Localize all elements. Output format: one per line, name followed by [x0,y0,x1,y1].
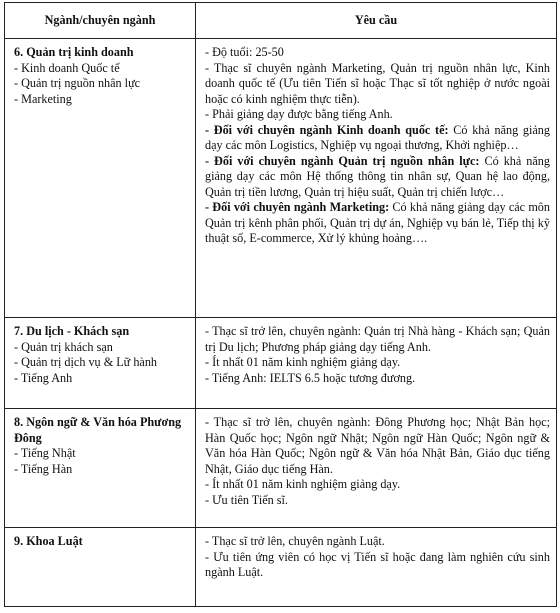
requirement: - Thạc sĩ chuyên ngành Marketing, Quản trị nguồn nhân lực, Kinh doanh quốc tế (Ưu tiên Tiến sĩ hoặc Thạc sĩ tốt nghiệp ở nước ngoài hoặc có kinh nghiệm thực tiễn). [205,60,550,106]
table-row [5,318,557,409]
major-cell [5,528,196,607]
major-cell [5,39,196,318]
requirements-cell [196,409,557,528]
header-requirements: Yêu cầu [196,3,557,39]
specialization: - Tiếng Hàn [14,461,73,476]
specialization: - Kinh doanh Quốc tế [14,60,120,75]
requirements-cell [196,318,557,409]
requirement: - Đối với chuyên ngành Kinh doanh quốc tế: Có khả năng giảng dạy các môn Logistics, Nghiệp vụ ngoại thương, Khởi nghiệp… [205,122,550,152]
requirements-cell [196,39,557,318]
table-row [5,528,557,607]
requirements-cell [196,528,557,607]
requirement: - Độ tuổi: 25-50 [205,45,284,59]
major-title: 8. Ngôn ngữ & Văn hóa Phương Đông [14,415,182,445]
header-major: Ngành/chuyên ngành [5,3,196,39]
major-title: 9. Khoa Luật [14,534,83,548]
requirement: - Đối với chuyên ngành Quản trị nguồn nhân lực: Có khả năng giảng dạy các môn Hệ thống thông tin nhân sự, Quan hệ lao động, Quản trị tiền lương, Quản trị hiệu suất, Quản trị chiến lược… [205,153,550,199]
major-title: 6. Quản trị kinh doanh [14,45,134,59]
table-header-row [5,3,557,39]
specialization: - Tiếng Nhật [14,446,76,460]
specialization: - Quản trị nguồn nhân lực [14,76,141,90]
specialization: - Marketing [14,91,72,106]
requirement: - Ưu tiên ứng viên có học vị Tiến sĩ hoặc đang làm nghiên cứu sinh ngành Luật. [205,549,550,579]
requirement: - Tiếng Anh: IELTS 6.5 hoặc tương đương. [205,370,416,385]
specialization: - Quản trị khách sạn [14,339,113,354]
requirement: - Đối với chuyên ngành Marketing: Có khả năng giảng dạy các môn Quản trị kênh phân phối, Quản trị dự án, Nghiệp vụ bán lẻ, Tiếp thị kỹ thuật số, E-commerce, Xử lý khủng hoảng…. [205,200,550,245]
requirement: - Phải giảng dạy được bằng tiếng Anh. [205,107,393,121]
requirement: - Thạc sĩ trở lên, chuyên ngành Luật. [205,534,385,548]
requirement: - Thạc sĩ trở lên, chuyên ngành: Quản trị Nhà hàng - Khách sạn; Quản trị Du lịch; Phương pháp giảng dạy tiếng Anh. [205,324,550,354]
requirement: - Ít nhất 01 năm kinh nghiệm giảng dạy. [205,477,401,491]
major-cell [5,318,196,409]
specialization: - Quản trị dịch vụ & Lữ hành [14,355,158,369]
specialization: - Tiếng Anh [14,370,73,385]
table-row [5,39,557,318]
requirement: - Ít nhất 01 năm kinh nghiệm giảng dạy. [205,355,401,369]
table-row [5,409,557,528]
requirement: - Thạc sĩ trở lên, chuyên ngành: Đông Phương học; Nhật Bản học; Hàn Quốc học; Ngôn ngữ Nhật; Ngôn ngữ Hàn Quốc; Ngôn ngữ & Văn hóa Hàn Quốc; Ngôn ngữ & Văn hóa Nhật Bản, Giáo dục tiếng Nhật, Giáo dục tiếng Hàn. [205,415,550,476]
major-cell [5,409,196,528]
requirement: - Ưu tiên Tiến sĩ. [205,492,288,507]
requirements-table [4,2,557,607]
major-title: 7. Du lịch - Khách sạn [14,324,130,338]
